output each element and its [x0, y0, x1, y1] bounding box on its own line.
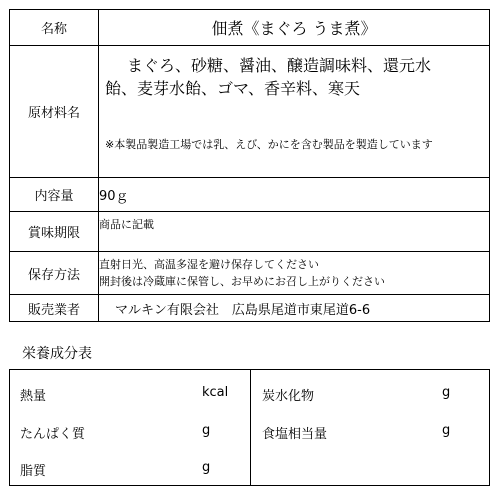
storage-cell — [99, 252, 490, 295]
row-name — [10, 10, 490, 46]
storage-key: 保存方法 — [10, 252, 99, 295]
ingredients-line2: 飴、麦芽水飴、ゴマ、香辛料、寒天 — [105, 79, 361, 98]
ingredients-key: 原材料名 — [10, 46, 99, 178]
energy-label: 熱量 — [20, 389, 47, 404]
nutrition-divider — [250, 370, 251, 485]
ingredients-main — [99, 46, 489, 100]
energy-unit: kcal — [202, 385, 229, 400]
expiry-value: 商品に記載 — [99, 212, 490, 252]
carb-unit: g — [442, 385, 451, 400]
protein-unit: g — [202, 423, 211, 438]
nutrition-table — [9, 369, 490, 486]
salt-label: 食塩相当量 — [262, 427, 328, 442]
fat-unit: g — [202, 460, 211, 475]
storage-line1: 直射日光、高温多湿を避け保存してください — [99, 258, 319, 271]
name-value: 佃煮《まぐろ うま煮》 — [99, 10, 490, 46]
expiry-key: 賞味期限 — [10, 212, 99, 252]
nutrition-title: 栄養成分表 — [22, 346, 92, 362]
content-key: 内容量 — [10, 178, 99, 212]
row-storage — [10, 252, 490, 295]
seller-key: 販売業者 — [10, 295, 99, 322]
ingredients-cell — [99, 46, 490, 178]
name-key: 名称 — [10, 10, 99, 46]
food-label-table — [9, 9, 490, 322]
content-value: 90ｇ — [99, 178, 490, 212]
row-expiry — [10, 212, 490, 252]
protein-label: たんぱく質 — [20, 427, 86, 442]
ingredients-line1: まぐろ、砂糖、醤油、醸造調味料、還元水 — [127, 56, 432, 75]
storage-line2: 開封後は冷蔵庫に保管し、お早めにお召し上がりください — [99, 275, 385, 288]
carb-label: 炭水化物 — [262, 389, 315, 404]
ingredients-note: ※本製品製造工場では乳、えび、かにを含む製品を製造しています — [105, 138, 433, 151]
row-ingredients — [10, 46, 490, 178]
salt-unit: g — [442, 423, 451, 438]
seller-value: マルキン有限会社 広島県尾道市東尾道6-6 — [99, 295, 490, 322]
row-seller — [10, 295, 490, 322]
fat-label: 脂質 — [20, 464, 47, 479]
row-content — [10, 178, 490, 212]
